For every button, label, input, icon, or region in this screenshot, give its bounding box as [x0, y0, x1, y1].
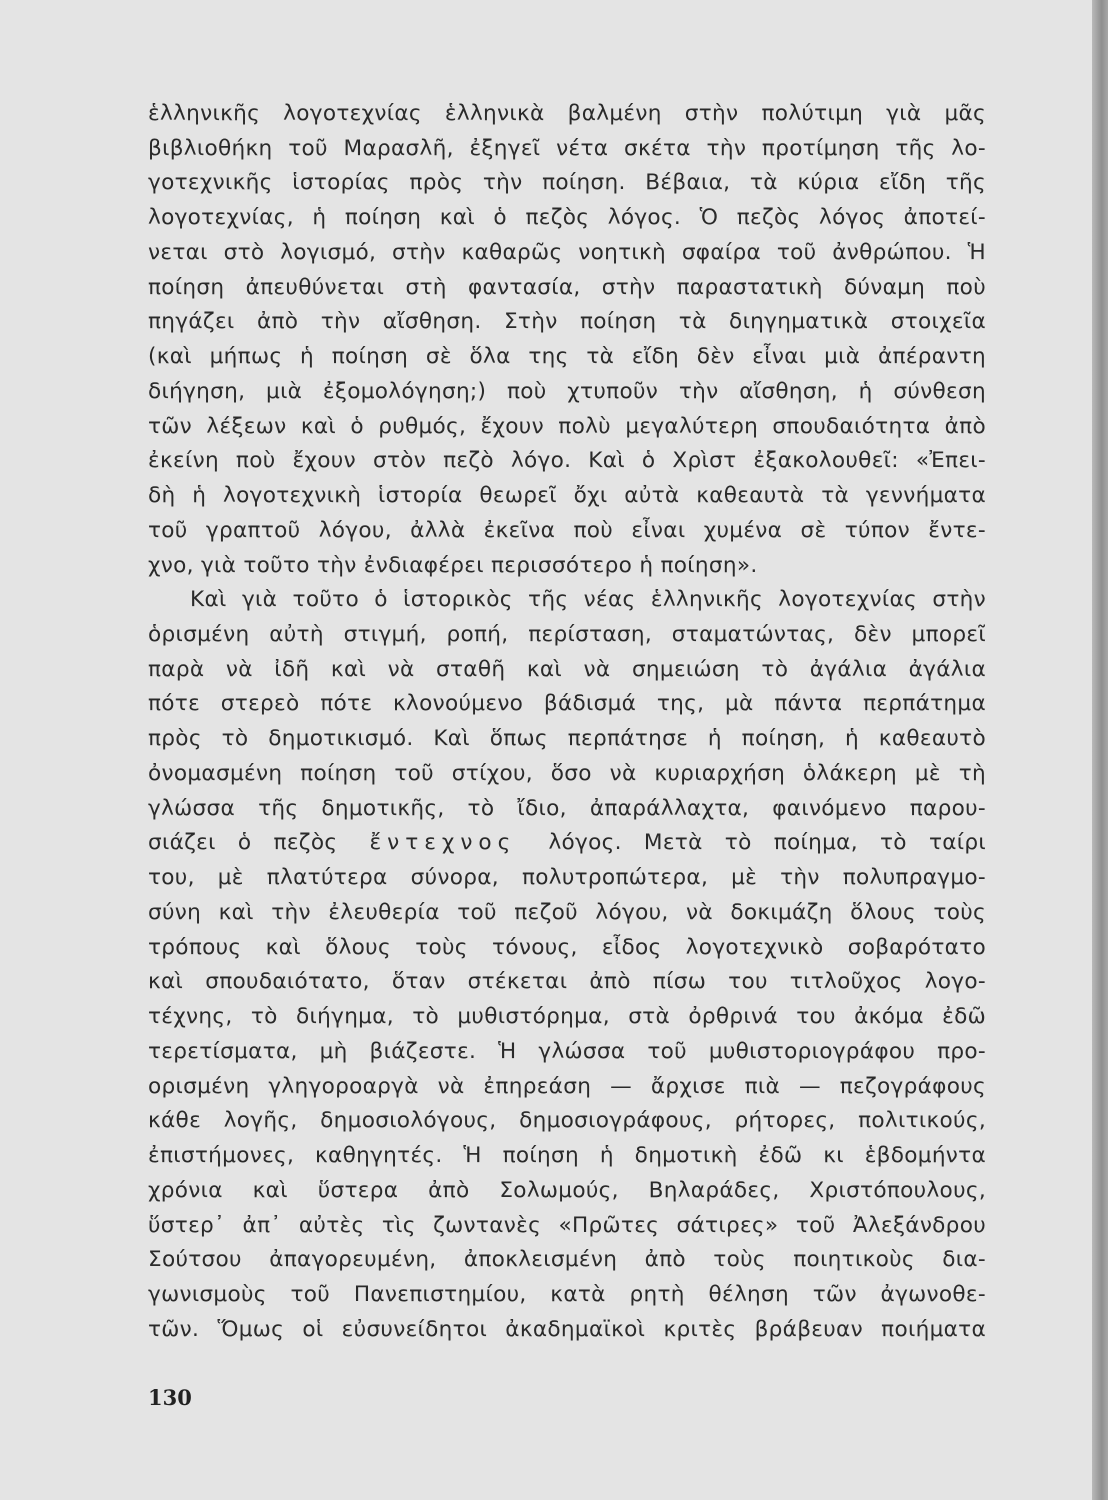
text-line: τέχνης, τὸ διήγημα, τὸ μυθιστόρημα, στὰ ὀρθρινά του ἀκόμα ἐδῶ [148, 1004, 986, 1030]
book-spine-edge [1092, 0, 1108, 1500]
text-line-indented: Καὶ γιὰ τοῦτο ὁ ἱστορικὸς τῆς νέας ἑλληνικῆς λογοτεχνίας στὴν [190, 587, 986, 613]
spaced-emphasis-word: ἔντεχνος [369, 830, 517, 856]
text-line: τῶν λέξεων καὶ ὁ ρυθμός, ἔχουν πολὺ μεγαλύτερη σπουδαιότητα ἀπὸ [148, 413, 986, 439]
text-line: τοῦ γραπτοῦ λόγου, ἀλλὰ ἐκεῖνα ποὺ εἶναι χυμένα σὲ τύπον ἔντε- [148, 517, 986, 543]
text-line: ἑλληνικῆς λογοτεχνίας ἑλληνικὰ βαλμένη στὴν πολύτιμη γιὰ μᾶς [148, 101, 986, 126]
text-line: ὀνομασμένη ποίηση τοῦ στίχου, ὅσο νὰ κυριαρχήση ὁλάκερη μὲ τὴ [148, 760, 986, 786]
text-line: ποίηση ἀπευθύνεται στὴ φαντασία, στὴν παραστατικὴ δύναμη ποὺ [148, 274, 986, 300]
text-line: γοτεχνικῆς ἱστορίας πρὸς τὴν ποίηση. Βέβαια, τὰ κύρια εἴδη τῆς [148, 170, 986, 196]
text-line: λογοτεχνίας, ἡ ποίηση καὶ ὁ πεζὸς λόγος. Ὁ πεζὸς λόγος ἀποτεί- [148, 205, 986, 231]
text-line: γωνισμοὺς τοῦ Πανεπιστημίου, κατὰ ρητὴ θέληση τῶν ἀγωνοθε- [148, 1281, 986, 1307]
text-line: κάθε λογῆς, δημοσιολόγους, δημοσιογράφους, ρήτορες, πολιτικούς, [148, 1108, 986, 1134]
body-text [148, 97, 986, 1347]
text-segment: σιάζει ὁ πεζὸς [148, 830, 338, 856]
text-line-with-spaced-word [148, 826, 986, 861]
text-line: ὕστερ᾿ ἀπ᾿ αὐτὲς τὶς ζωντανὲς «Πρῶτες σάτιρες» τοῦ Ἀλεξάνδρου [148, 1212, 986, 1238]
text-line: νεται στὸ λογισμό, στὴν καθαρῶς νοητικὴ σφαίρα τοῦ ἀνθρώπου. Ἡ [148, 239, 986, 265]
text-line: διήγηση, μιὰ ἐξομολόγηση;) ποὺ χτυποῦν τὴν αἴσθηση, ἡ σύνθεση [148, 378, 986, 404]
text-line: ορισμένη γληγοροαργὰ νὰ ἐπηρεάση — ἄρχισε πιὰ — πεζογράφους [148, 1073, 986, 1099]
text-line: ἐκείνη ποὺ ἔχουν στὸν πεζὸ λόγο. Καὶ ὁ Χρὶστ ἐξακολουθεῖ: «Ἐπει- [148, 448, 986, 474]
text-line: Σούτσου ἀπαγορευμένη, ἀποκλεισμένη ἀπὸ τοὺς ποιητικοὺς δια- [148, 1247, 986, 1273]
text-line: πρὸς τὸ δημοτικισμό. Καὶ ὅπως περπάτησε ἡ ποίηση, ἡ καθεαυτὸ [148, 726, 986, 752]
text-line: καὶ σπουδαιότατο, ὅταν στέκεται ἀπὸ πίσω του τιτλοῦχος λογο- [148, 969, 986, 995]
text-line: γλώσσα τῆς δημοτικῆς, τὸ ἴδιο, ἀπαράλλαχτα, φαινόμενο παρου- [148, 795, 986, 821]
text-line: πηγάζει ἀπὸ τὴν αἴσθηση. Στὴν ποίηση τὰ διηγηματικὰ στοιχεῖα [148, 309, 986, 335]
text-line: ἐπιστήμονες, καθηγητές. Ἡ ποίηση ἡ δημοτικὴ ἐδῶ κι ἑβδομήντα [148, 1143, 986, 1169]
text-line: τρόπους καὶ ὅλους τοὺς τόνους, εἶδος λογοτεχνικὸ σοβαρότατο [148, 934, 986, 960]
text-line: τερετίσματα, μὴ βιάζεστε. Ἡ γλώσσα τοῦ μυθιστοριογράφου προ- [148, 1038, 986, 1064]
text-line: πότε στερεὸ πότε κλονούμενο βάδισμά της, μὰ πάντα περπάτημα [148, 691, 986, 717]
text-line: χνο, γιὰ τοῦτο τὴν ἐνδιαφέρει περισσότερο ἡ ποίηση». [148, 552, 758, 578]
text-line: (καὶ μήπως ἡ ποίηση σὲ ὅλα της τὰ εἴδη δὲν εἶναι μιὰ ἀπέραντη [148, 344, 986, 370]
text-line: του, μὲ πλατύτερα σύνορα, πολυτροπώτερα, μὲ τὴν πολυπραγμο- [148, 865, 986, 891]
text-line: παρὰ νὰ ἰδῆ καὶ νὰ σταθῆ καὶ νὰ σημειώση τὸ ἀγάλια ἀγάλια [148, 656, 986, 682]
text-line: τῶν. Ὅμως οἱ εὐσυνείδητοι ἀκαδημαϊκοὶ κριτὲς βράβευαν ποιήματα [148, 1316, 986, 1342]
text-segment: λόγος. Μετὰ τὸ ποίημα, τὸ ταίρι [548, 830, 986, 856]
text-line: δὴ ἡ λογοτεχνικὴ ἱστορία θεωρεῖ ὄχι αὐτὰ καθεαυτὰ τὰ γεννήματα [148, 483, 986, 509]
text-line: βιβλιοθήκη τοῦ Μαρασλῆ, ἐξηγεῖ νέτα σκέτα τὴν προτίμηση τῆς λο- [148, 135, 986, 161]
text-line: χρόνια καὶ ὕστερα ἀπὸ Σολωμούς, Βηλαράδες, Χριστόπουλους, [148, 1177, 986, 1203]
text-line: σύνη καὶ τὴν ἐλευθερία τοῦ πεζοῦ λόγου, νὰ δοκιμάζη ὅλους τοὺς [148, 899, 986, 925]
page-number: 130 [148, 1385, 192, 1410]
text-line: ὁρισμένη αὐτὴ στιγμή, ροπή, περίσταση, σταματώντας, δὲν μπορεῖ [148, 622, 986, 648]
